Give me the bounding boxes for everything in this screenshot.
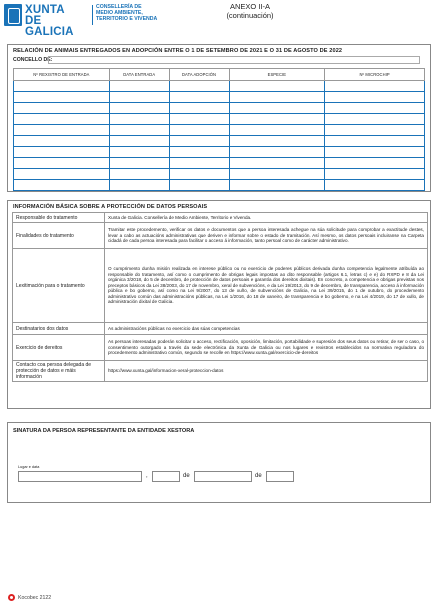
table-cell[interactable] (229, 92, 325, 103)
table-cell[interactable] (14, 125, 110, 136)
column-header: Nº MICROCHIP (325, 69, 425, 81)
row-value: Tramitar este procedemento, verificar os datos e documentos que a persoa interesada achegue na súa solicitude para comprobar a exactitude destes, levar a cabo as actuacións administrativas que deriven e informar sobre o estado de tramitación. Así mesmo, os datos persoais incluiranse na Carpeta cidadá de cada persoa interesada para facilitar o acceso á información, tanto persoal como de carácter administrativo. (105, 223, 428, 249)
row-label: Lexitimación para o tratamento (13, 249, 105, 323)
table-cell[interactable] (229, 103, 325, 114)
adoption-table (13, 68, 425, 191)
de-separator: de (183, 473, 190, 479)
table-cell[interactable] (109, 169, 169, 180)
table-cell[interactable] (325, 147, 425, 158)
table-cell[interactable] (229, 114, 325, 125)
consellaria-name (96, 4, 157, 23)
signature-section (7, 422, 431, 503)
table-cell[interactable] (14, 147, 110, 158)
footer-text: Kocobec 2122 (18, 594, 52, 601)
table-cell[interactable] (325, 136, 425, 147)
table-row (14, 92, 425, 103)
page-footer (8, 594, 51, 601)
table-row (14, 136, 425, 147)
row-label: Contacto coa persoa delegada de protección de datos e máis información (13, 361, 105, 382)
row-label: Exercicio de dereitos (13, 335, 105, 361)
table-cell[interactable] (109, 103, 169, 114)
place-date-label: Lugar e data (18, 465, 40, 469)
adoption-table-header (14, 69, 425, 81)
column-header: Nº REXISTRO DE ENTRADA (14, 69, 110, 81)
table-row (13, 361, 428, 382)
day-input[interactable] (152, 471, 180, 482)
table-cell[interactable] (169, 81, 229, 92)
table-cell[interactable] (325, 103, 425, 114)
anexo-subtitle: (continuación) (226, 10, 274, 20)
table-cell[interactable] (14, 158, 110, 169)
table-cell[interactable] (169, 158, 229, 169)
table-cell[interactable] (169, 169, 229, 180)
table-cell[interactable] (229, 158, 325, 169)
table-cell[interactable] (14, 92, 110, 103)
column-header: DATA ADOPCIÓN (169, 69, 229, 81)
concello-input[interactable] (48, 56, 420, 64)
table-row (14, 103, 425, 114)
consellaria-line2: MEDIO AMBIENTE, (96, 10, 143, 17)
consellaria-line1: CONSELLERÍA DE (96, 4, 142, 10)
row-value: As administracións públicas no exercicio das súas competencias (105, 323, 428, 335)
xunta-logo (4, 4, 92, 38)
xunta-emblem-icon (4, 4, 22, 26)
table-cell[interactable] (14, 169, 110, 180)
place-input[interactable] (18, 471, 142, 482)
table-cell[interactable] (109, 125, 169, 136)
page-header (0, 0, 439, 38)
table-cell[interactable] (229, 125, 325, 136)
month-input[interactable] (194, 471, 252, 482)
table-cell[interactable] (325, 114, 425, 125)
table-cell[interactable] (169, 136, 229, 147)
table-cell[interactable] (169, 114, 229, 125)
table-cell[interactable] (169, 147, 229, 158)
row-value: As persoas interesadas poderán solicitar o acceso, rectificación, oposición, limitación, portabilidade e supresión dos seus datos ou retirar, de ser o caso, o consentimento outorgado a través da sede electrónica da Xunta de Galicia ou nos lugares e rexistros establecidos na normativa reguladora do procedemento administrativo común, segundo se recolle en https://www.xunta.gal/exercicio-de-dereitos (105, 335, 428, 361)
table-cell[interactable] (169, 125, 229, 136)
table-row (14, 81, 425, 92)
logo-line1: XUNTA (25, 4, 65, 16)
data-protection-title: INFORMACIÓN BÁSICA SOBRE A PROTECCIÓN DE DATOS PERSOAIS (13, 204, 208, 210)
table-row (14, 169, 425, 180)
anexo-title: ANEXO II-A (229, 2, 270, 11)
row-label: Responsable do tratamento (13, 213, 105, 223)
table-row (14, 147, 425, 158)
table-cell[interactable] (109, 147, 169, 158)
logo-text (25, 5, 92, 38)
table-cell[interactable] (325, 81, 425, 92)
table-cell[interactable] (109, 81, 169, 92)
table-cell[interactable] (14, 114, 110, 125)
logo-line2: DE GALICIA (25, 15, 74, 38)
table-cell[interactable] (109, 136, 169, 147)
table-row (13, 249, 428, 323)
table-cell[interactable] (229, 180, 325, 191)
comma-separator: , (146, 473, 148, 479)
table-cell[interactable] (229, 169, 325, 180)
adoption-list-title: RELACIÓN DE ANIMAIS ENTREGADOS EN ADOPCIÓN ENTRE O 1 DE SETEMBRO DE 2021 E O 31 DE AGOSTO DE 2022 (13, 48, 343, 54)
column-header: ESPECIE (229, 69, 325, 81)
table-cell[interactable] (229, 147, 325, 158)
data-protection-table (12, 212, 428, 382)
row-value: https://www.xunta.gal/informacion-xeral-proteccion-datos (105, 361, 428, 382)
table-cell[interactable] (109, 114, 169, 125)
table-row (14, 180, 425, 191)
table-cell[interactable] (109, 92, 169, 103)
column-header: DATA ENTRADA (109, 69, 169, 81)
table-row (13, 323, 428, 335)
adoption-list-section (7, 44, 431, 192)
year-input[interactable] (266, 471, 294, 482)
row-label: Destinatarios dos datos (13, 323, 105, 335)
table-cell[interactable] (325, 125, 425, 136)
anexo-heading (200, 3, 300, 20)
signature-title: SINATURA DA PERSOA REPRESENTANTE DA ENTIDADE XESTORA (13, 428, 195, 434)
concello-label: CONCELLO DE: (13, 57, 53, 63)
row-label: Finalidades do tratamento (13, 223, 105, 249)
table-row (14, 158, 425, 169)
table-row (13, 213, 428, 223)
table-row (13, 223, 428, 249)
row-value: Xunta de Galicia. Consellería de Medio Ambiente, Territorio e Vivenda. (105, 213, 428, 223)
table-cell[interactable] (325, 169, 425, 180)
table-cell[interactable] (14, 136, 110, 147)
logo-divider (92, 5, 93, 25)
table-cell[interactable] (109, 180, 169, 191)
table-cell[interactable] (325, 158, 425, 169)
table-cell[interactable] (229, 136, 325, 147)
table-cell[interactable] (14, 180, 110, 191)
table-cell[interactable] (169, 92, 229, 103)
table-row (14, 114, 425, 125)
table-row (13, 335, 428, 361)
consellaria-line3: TERRITORIO E VIVENDA (96, 16, 158, 23)
table-cell[interactable] (229, 81, 325, 92)
table-cell[interactable] (14, 103, 110, 114)
data-protection-section (7, 200, 431, 409)
table-cell[interactable] (169, 103, 229, 114)
row-value: O cumprimento dunha misión realizada en interese público ou no exercicio de poderes públicos derivada dunha competencia legalmente atribuída ao responsable do tratamento, así como o cumprimento de obrigas legais impostas ao dito responsable (artigos 6.1, letras c) e e) do RXPD e 8 da Lei orgánica 3/2018, do 5 de decembro, de protección de datos persoais e garantía dos dereitos dixitais). En concreto, a competencia e obrigas previstas nos preceptos básicos da Lei 38/2003, do 17 de novembro, xeral de subvencións, e da Lei 19/2013, do 9 de decembro, de transparencia, acceso á información pública e bo goberno, así como na Lei 9/2007, do 13 de xuño, de subvencións de Galicia, na Lei 39/2015, do 1 de outubro, do procedemento administrativo común das administracións públicas, na Lei 1/2016, do 18 de xaneiro, de transparencia e bo goberno, e na Lei 4/2019, do 17 de xullo, de administración dixital de Galicia. (105, 249, 428, 323)
table-row (14, 125, 425, 136)
table-cell[interactable] (14, 81, 110, 92)
table-cell[interactable] (325, 180, 425, 191)
table-cell[interactable] (109, 158, 169, 169)
table-cell[interactable] (325, 92, 425, 103)
de-separator: de (255, 473, 262, 479)
table-cell[interactable] (169, 180, 229, 191)
brand-icon (8, 594, 15, 601)
